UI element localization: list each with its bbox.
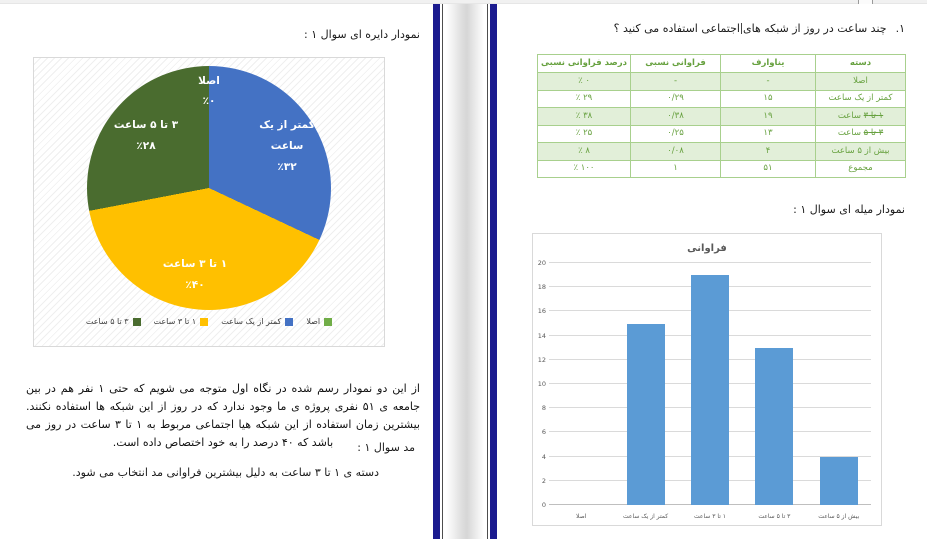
x-axis-category-label: اصلا bbox=[576, 513, 587, 520]
cell-value[interactable]: ٪ ۰ bbox=[538, 73, 631, 91]
cell-value[interactable]: ٪ ۲۹ bbox=[538, 90, 631, 108]
y-axis-tick-label: 20 bbox=[537, 259, 546, 267]
legend-label: ۱ تا ۳ ساعت bbox=[153, 317, 197, 326]
y-axis-tick-label: 6 bbox=[541, 428, 546, 437]
table-row bbox=[538, 108, 906, 126]
legend-entry bbox=[86, 317, 141, 326]
pie-label-three-five-hours bbox=[103, 115, 189, 157]
pie-label-one-three-hours bbox=[152, 254, 238, 296]
right-page-edge-line bbox=[487, 4, 488, 539]
freq-table-body bbox=[538, 73, 906, 178]
right-page-navy-border bbox=[490, 4, 497, 539]
y-axis-tick-label: 16 bbox=[537, 307, 546, 316]
struck-text: ۱ تا ۳ bbox=[863, 110, 884, 121]
cell-value[interactable]: ٪ ۱۰۰ bbox=[538, 160, 631, 178]
question-text-suffix: اجتماعی استفاده می کنید ؟ bbox=[613, 22, 740, 35]
cell-category[interactable]: اصلا bbox=[816, 73, 906, 91]
header-frequency[interactable]: فراوانی bbox=[721, 55, 816, 73]
left-page-edge-line bbox=[442, 4, 443, 539]
table-row bbox=[538, 73, 906, 91]
bar-2 bbox=[691, 275, 729, 505]
header-relative-frequency[interactable]: فراوانی نسبی bbox=[631, 55, 721, 73]
cell-value[interactable]: ۱۹ bbox=[721, 108, 816, 126]
header-percent-relative-frequency[interactable]: درصد فراوانی نسبی bbox=[538, 55, 631, 73]
x-axis-category-label: ۳ تا ۵ ساعت bbox=[758, 513, 791, 520]
pie-label-one-three-text: ۱ تا ۳ ساعت bbox=[162, 258, 228, 270]
legend-swatch-icon bbox=[200, 318, 208, 326]
cell-category[interactable]: بیش از ۵ ساعت bbox=[816, 143, 906, 161]
x-axis-category-label: ۱ تا ۳ ساعت bbox=[693, 513, 726, 520]
frequency-table[interactable] bbox=[537, 54, 906, 178]
page-right[interactable] bbox=[497, 4, 927, 539]
page-gutter bbox=[446, 4, 484, 539]
list-number: ۱. bbox=[895, 22, 905, 35]
pie-label-three-five-pct: ٪۲۸ bbox=[136, 140, 156, 152]
cell-value[interactable]: ۱۳ bbox=[721, 125, 816, 143]
cell-value[interactable]: ۵۱ bbox=[721, 160, 816, 178]
y-axis-tick-label: 12 bbox=[537, 355, 546, 364]
cell-value[interactable]: ۱۵ bbox=[721, 90, 816, 108]
bar-3 bbox=[755, 348, 793, 505]
mode-text[interactable]: دسته ی ۱ تا ۳ ساعت به دلیل بیشترین فراوانی مد انتخاب می شود. bbox=[72, 466, 379, 479]
bar-section-title[interactable]: نمودار میله ای سوال ۱ : bbox=[793, 203, 905, 216]
cell-category[interactable]: کمتر از یک ساعت bbox=[816, 90, 906, 108]
bar-chart[interactable] bbox=[532, 233, 882, 526]
pie-label-less-one-hour bbox=[244, 115, 330, 178]
y-axis-tick-label: 14 bbox=[537, 331, 546, 340]
pie-label-less-pct: ٪۳۲ bbox=[277, 161, 297, 173]
y-axis-tick-label: 8 bbox=[541, 404, 546, 413]
cell-value[interactable]: ۰/۲۹ bbox=[631, 90, 721, 108]
cell-value[interactable]: ۴ bbox=[721, 143, 816, 161]
left-page-navy-border bbox=[433, 4, 440, 539]
y-axis-tick-label: 0 bbox=[541, 501, 546, 509]
legend-label: اصلا bbox=[306, 317, 321, 326]
pie-label-never-text: اصلا bbox=[198, 75, 220, 87]
pie-label-less-line1: کمتر از یک bbox=[259, 119, 315, 131]
pie-legend bbox=[34, 317, 384, 326]
pie-label-three-five-text: ۳ تا ۵ ساعت bbox=[113, 119, 179, 131]
pie-label-one-three-pct: ٪۴۰ bbox=[185, 279, 205, 291]
cell-value[interactable]: ۱ bbox=[631, 160, 721, 178]
pie-chart[interactable] bbox=[33, 57, 385, 347]
cell-value[interactable]: ۰/۰۸ bbox=[631, 143, 721, 161]
legend-entry bbox=[154, 317, 209, 326]
y-axis-tick-label: 18 bbox=[537, 283, 546, 292]
cell-value[interactable]: ٪ ۳۸ bbox=[538, 108, 631, 126]
pie-label-never-pct: ٪۰ bbox=[202, 95, 216, 107]
table-row bbox=[538, 90, 906, 108]
pie-section-title[interactable]: نمودار دایره ای سوال ۱ : bbox=[304, 28, 420, 41]
y-axis-tick-label: 10 bbox=[537, 380, 546, 388]
text-cursor bbox=[741, 23, 742, 34]
legend-swatch-icon bbox=[324, 318, 332, 326]
header-category[interactable]: دسته bbox=[816, 55, 906, 73]
legend-swatch-icon bbox=[133, 318, 141, 326]
gridline bbox=[549, 262, 871, 263]
pie-label-less-line2: ساعت bbox=[270, 140, 304, 152]
pie-label-never bbox=[178, 71, 240, 111]
cell-category[interactable]: مجموع bbox=[816, 160, 906, 178]
bar-1 bbox=[627, 324, 665, 506]
bar-chart-title: فراوانی bbox=[687, 243, 727, 254]
mode-label[interactable]: مد سوال ۱ : bbox=[357, 441, 415, 454]
table-row bbox=[538, 125, 906, 143]
table-row bbox=[538, 160, 906, 178]
struck-text: ۳ تا ۵ bbox=[863, 128, 884, 139]
cell-value[interactable]: ٪ ۲۵ bbox=[538, 125, 631, 143]
legend-label: کمتر از یک ساعت bbox=[221, 317, 282, 326]
analysis-paragraph[interactable]: از این دو نمودار رسم شده در نگاه اول متوجه می شویم که حتی ۱ نفر هم در بین جامعه ی ۵۱ نفری پروژه ی ما وجود ندارد که در روز از این شبکه ها استفاده نکنند. بیشترین زمان استفاده از این شبکه هیا اجتماعی مربوط به ۱ تا ۳ ساعت در روز می باشد که ۴۰ درصد را به خود اختصاص داده است. bbox=[26, 382, 420, 449]
x-axis-category-label: بیش از ۵ ساعت bbox=[818, 513, 860, 520]
question-line[interactable] bbox=[614, 22, 905, 35]
bar-4 bbox=[820, 457, 858, 505]
page-left[interactable] bbox=[0, 4, 433, 539]
cell-value[interactable]: ۰/۳۸ bbox=[631, 108, 721, 126]
cell-value[interactable]: - bbox=[721, 73, 816, 91]
cell-value[interactable]: ۰/۲۵ bbox=[631, 125, 721, 143]
y-axis-tick-label: 2 bbox=[541, 476, 546, 485]
legend-entry bbox=[221, 317, 293, 326]
x-axis-category-label: کمتر از یک ساعت bbox=[623, 513, 669, 520]
y-axis-tick-label: 4 bbox=[541, 452, 546, 461]
cell-category[interactable]: ۳ تا ۵ ساعت bbox=[816, 125, 906, 143]
legend-label: ۳ تا ۵ ساعت bbox=[85, 317, 129, 326]
legend-swatch-icon bbox=[285, 318, 293, 326]
bar-plot-area bbox=[537, 259, 871, 520]
table-header-row bbox=[538, 55, 906, 73]
question-text-prefix: چند ساعت در روز از شبکه های bbox=[742, 22, 887, 35]
cell-value[interactable]: - bbox=[631, 73, 721, 91]
cell-category[interactable]: ۱ تا ۳ ساعت bbox=[816, 108, 906, 126]
legend-entry bbox=[306, 317, 332, 326]
cell-value[interactable]: ٪ ۸ bbox=[538, 143, 631, 161]
table-row bbox=[538, 143, 906, 161]
